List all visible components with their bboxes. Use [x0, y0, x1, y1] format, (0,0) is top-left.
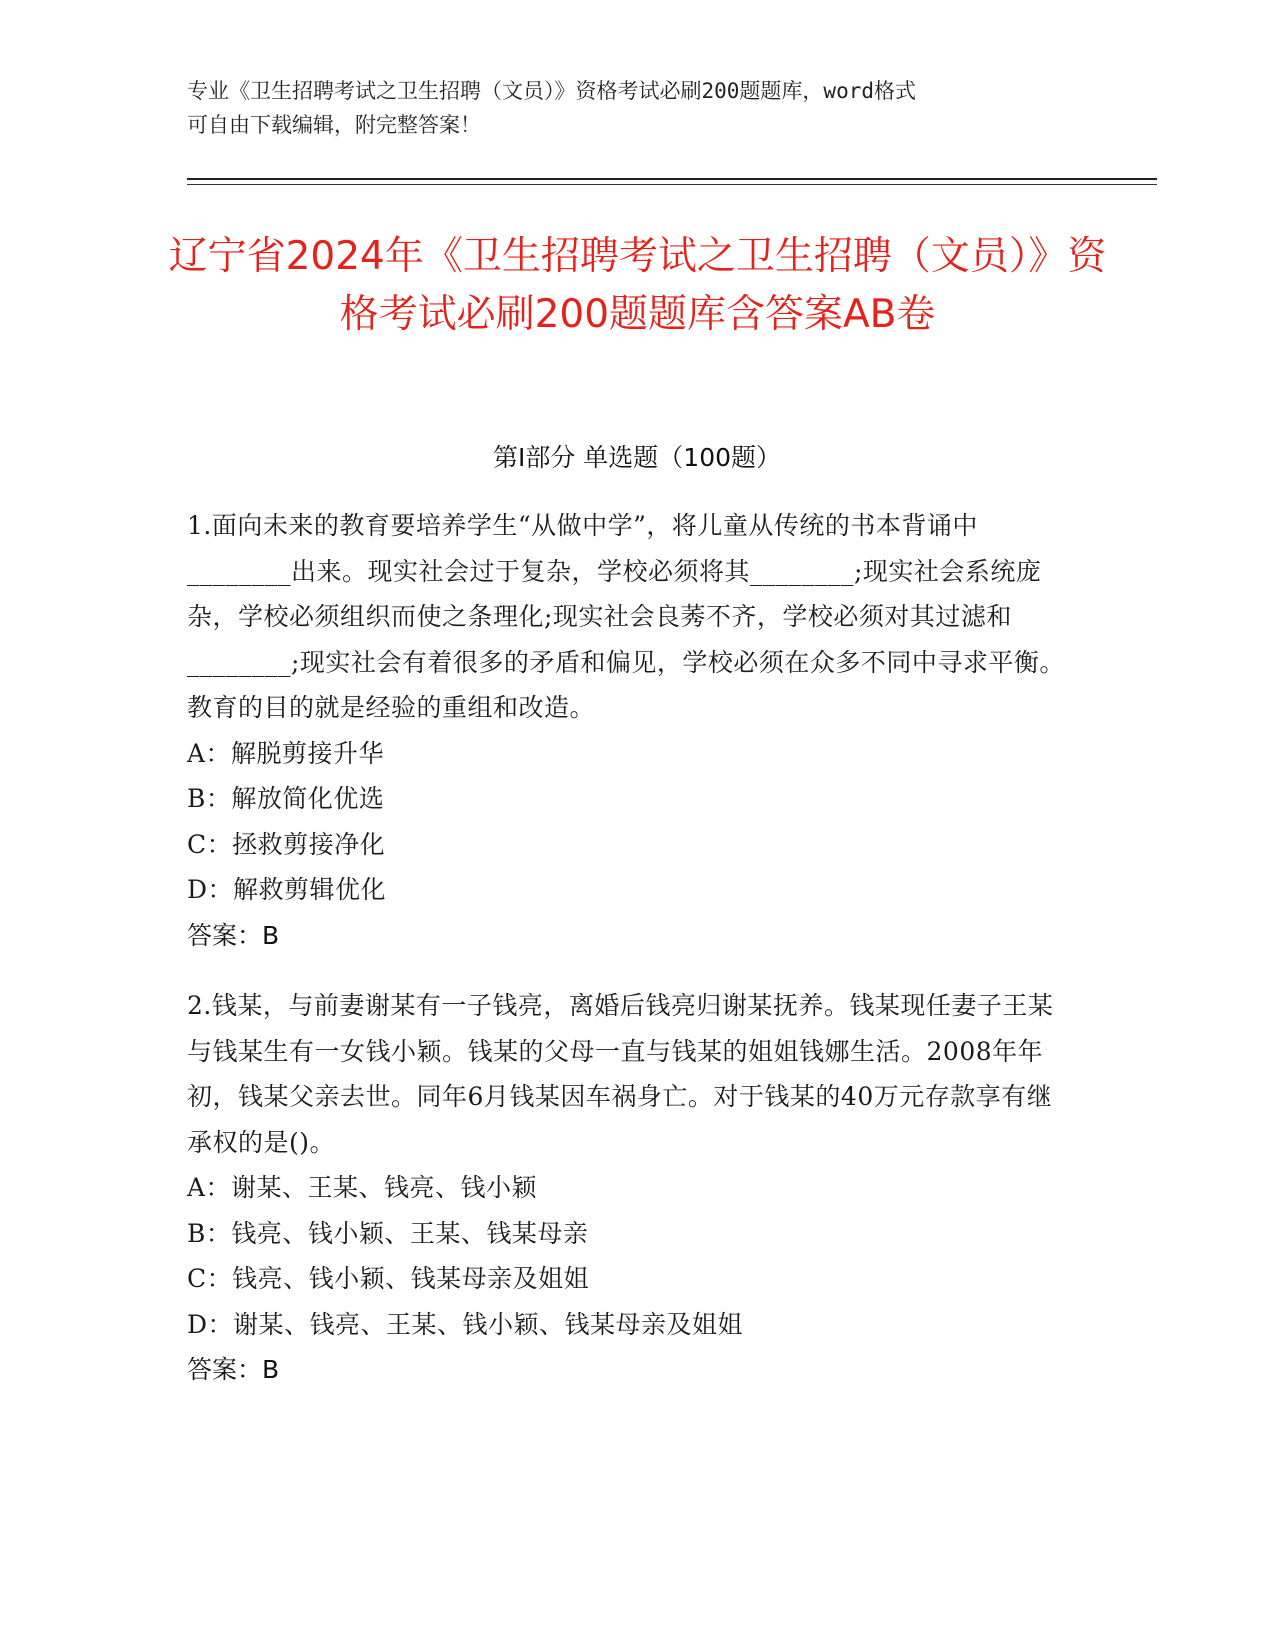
question-stem: 1.面向未来的教育要培养学生“从做中学”，将儿童从传统的书本背诵中________出来。现实社会过于复杂，学校必须将其________;现实社会系统庞杂，学校必须组织而使之条理化;现实社会良莠不齐，学校必须对其过滤和________;现实社会有着很多的矛盾和偏见，学校必须在众多不同中寻求平衡。教育的目的就是经验的重组和改造。: [187, 511, 1065, 722]
question-stem: 2.钱某，与前妻谢某有一子钱亮，离婚后钱亮归谢某抚养。钱某现任妻子王某与钱某生有一女钱小颖。钱某的父母一直与钱某的姐姐钱娜生活。2008年年初，钱某父亲去世。同年6月钱某因车祸身亡。对于钱某的40万元存款享有继承权的是()。: [187, 991, 1054, 1157]
section-heading: 第Ⅰ部分 单选题（100题）: [492, 443, 782, 472]
header-divider-thick: [187, 178, 1157, 180]
option-c: C：拯救剪接净化: [187, 829, 386, 859]
header-divider-thin: [187, 184, 1157, 185]
header-note-line-2: 可自由下载编辑，附完整答案！: [187, 113, 481, 137]
option-d: D：解救剪辑优化: [187, 875, 387, 904]
option-c: C：钱亮、钱小颖、钱某母亲及姐姐: [187, 1264, 590, 1293]
answer: 答案：B: [187, 920, 280, 950]
header-note: [187, 74, 1067, 142]
option-a: A：解脱剪接升华: [187, 738, 385, 768]
question-1: [187, 503, 1067, 958]
answer: 答案：B: [187, 1355, 280, 1384]
document-title: 辽宁省2024年《卫生招聘考试之卫生招聘（文员）》资格考试必刷200题题库含答案AB卷: [168, 234, 1107, 337]
option-b: B：钱亮、钱小颖、王某、钱某母亲: [187, 1218, 589, 1248]
option-d: D：谢某、钱亮、王某、钱小颖、钱某母亲及姐姐: [187, 1309, 744, 1339]
question-2: [187, 983, 1067, 1393]
option-a: A：谢某、王某、钱亮、钱小颖: [187, 1173, 538, 1202]
option-b: B：解放简化优选: [187, 784, 385, 813]
header-note-line-1: 专业《卫生招聘考试之卫生招聘（文员）》资格考试必刷200题题库，word格式: [187, 79, 916, 103]
